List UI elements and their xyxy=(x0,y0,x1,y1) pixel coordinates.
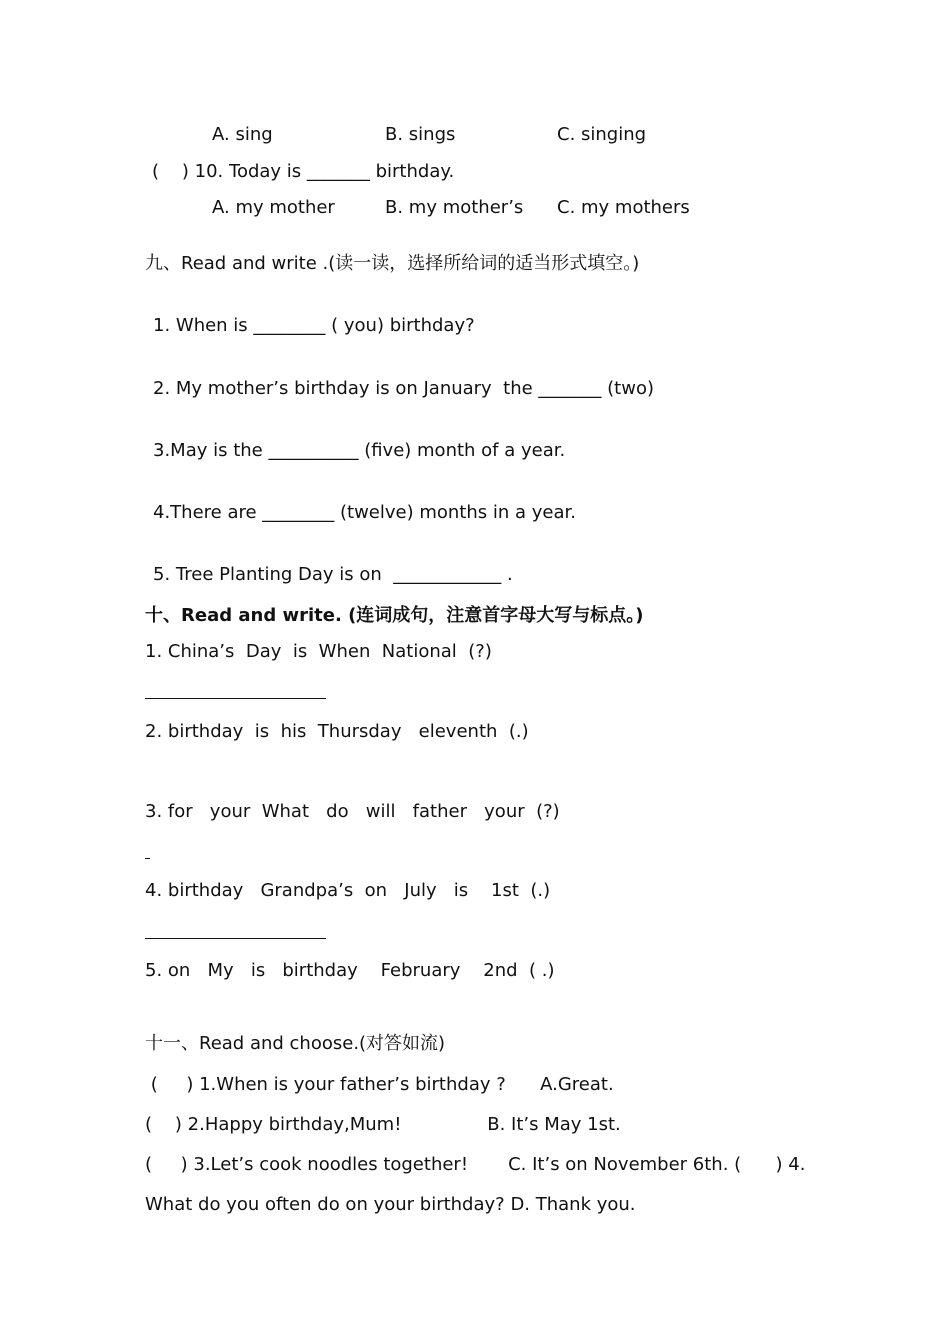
section-9-item: 3.May is the __________ (five) month of a year. xyxy=(153,440,566,461)
section-10-item: 4. birthday Grandpa’s on July is 1st (.) xyxy=(145,880,551,901)
section-11-line: ( ) 3.Let’s cook noodles together! C. It’s on November 6th. ( ) 4. xyxy=(145,1154,806,1175)
section-10-item: 3. for your What do will father your (?) xyxy=(145,801,560,822)
section-9-item: 1. When is ________ ( you) birthday? xyxy=(153,315,475,336)
section-10-item: 1. China’s Day is When National (?) xyxy=(145,641,492,662)
section-9-heading: 九、Read and write .(读一读，选择所给词的适当形式填空。) xyxy=(145,253,640,274)
section-11-line: ( ) 2.Happy birthday,Mum! B. It’s May 1st. xyxy=(145,1114,621,1135)
question-10: ( ) 10. Today is _______ birthday. xyxy=(152,161,455,182)
section-9-item: 4.There are ________ (twelve) months in a year. xyxy=(153,502,576,523)
section-10-item: 2. birthday is his Thursday eleventh (.) xyxy=(145,721,529,742)
q10-option-b: B. my mother’s xyxy=(385,197,524,218)
section-10-item: 5. on My is birthday February 2nd ( .) xyxy=(145,960,555,981)
section-11-line: What do you often do on your birthday? D. Thank you. xyxy=(145,1194,636,1215)
section-9-item: 2. My mother’s birthday is on January the _______ (two) xyxy=(153,378,654,399)
option-b: B. sings xyxy=(385,124,456,145)
section-11-line: ( ) 1.When is your father’s birthday ? A.Great. xyxy=(145,1074,614,1095)
answer-line xyxy=(145,698,326,699)
answer-line xyxy=(145,938,326,939)
q10-option-c: C. my mothers xyxy=(557,197,690,218)
option-a: A. sing xyxy=(212,124,273,145)
answer-line xyxy=(145,858,150,859)
section-10-heading: 十、Read and write. (连词成句，注意首字母大写与标点。) xyxy=(145,605,644,626)
option-c: C. singing xyxy=(557,124,647,145)
section-11-heading: 十一、Read and choose.(对答如流) xyxy=(145,1033,446,1054)
q10-option-a: A. my mother xyxy=(212,197,335,218)
section-9-item: 5. Tree Planting Day is on ____________ . xyxy=(153,564,513,585)
